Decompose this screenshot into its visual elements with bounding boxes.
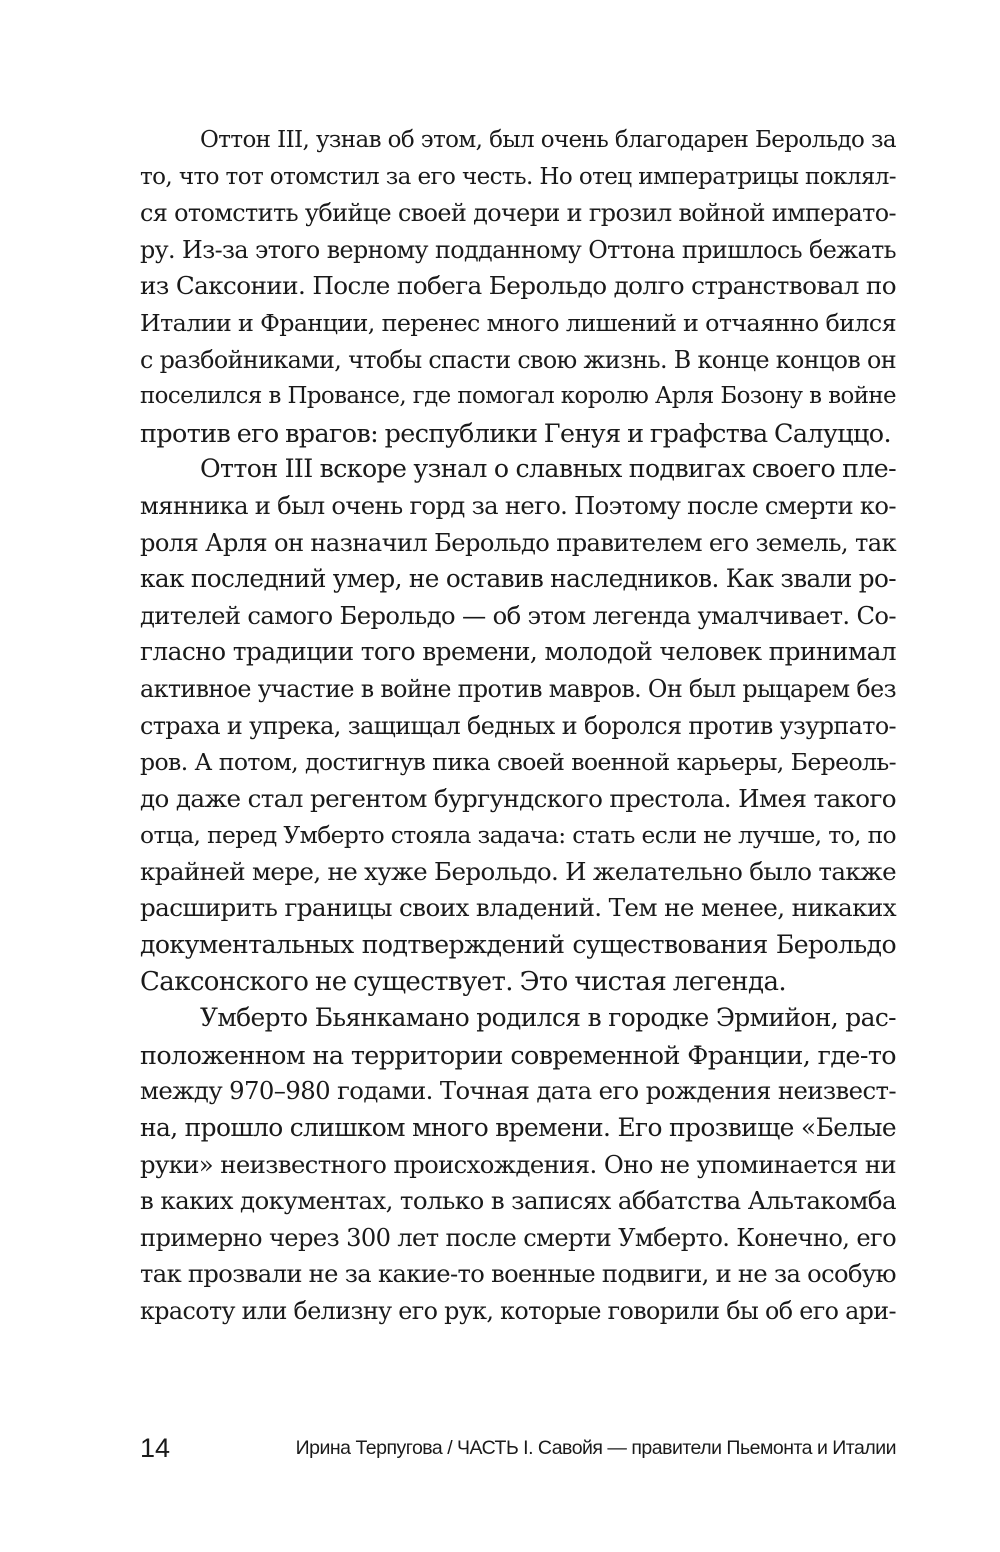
text-line: крайней мере, не хуже Берольдо. И желательно было также [140,856,896,886]
text-line: мянника и был очень горд за него. Поэтому после смерти ко- [140,491,896,520]
text-line: так прозвали не за какие-то военные подвиги, и не за особую [140,1260,896,1289]
running-head: Ирина Терпугова / ЧАСТЬ I. Савойя — правители Пьемонта и Италии [295,1437,896,1459]
text-line: руки» неизвестного происхождения. Оно не упоминается ни [140,1149,896,1179]
text-line: Умберто Бьянкамано родился в городке Эрмийон, рас- [200,1003,896,1033]
text-line: дителей самого Берольдо — об этом легенда умалчивает. Со- [140,601,896,630]
text-line: ся отомстить убийце своей дочери и грозил войной императо- [140,199,896,228]
text-line: расширить границы своих владений. Тем не менее, никаких [140,893,896,923]
text-line: Оттон III вскоре узнал о славных подвигах своего пле- [200,454,896,484]
text-line: красоту или белизну его рук, которые говорили бы об его ари- [140,1297,896,1325]
text-line: Оттон III, узнав об этом, был очень благодарен Берольдо за [200,127,896,153]
text-line: примерно через 300 лет после смерти Умберто. Конечно, его [140,1223,896,1252]
text-line: ру. Из-за этого верному подданному Оттона пришлось бежать [140,235,896,264]
page-body [140,122,896,1330]
text-line: из Саксонии. После побега Берольдо долго странствовал по [140,271,896,301]
text-line: в каких документах, только в записях аббатства Альтакомба [140,1186,896,1216]
paragraph [140,122,896,451]
text-line: то, что тот отомстил за его честь. Но отец императрицы поклял- [140,163,896,190]
text-line: положенном на территории современной Франции, где-то [140,1039,896,1070]
text-line: как последний умер, не оставив наследников. Как звали ро- [140,564,896,594]
paragraph [140,451,896,1000]
text-line: с разбойниками, чтобы спасти свою жизнь. В конце концов он [140,345,896,374]
paragraph [140,1000,896,1329]
text-line: гласно традиции того времени, молодой человек принимал [140,637,896,667]
text-line: страха и упрека, защищал бедных и боролся против узурпато- [140,711,896,740]
text-line: активное участие в войне против мавров. Он был рыцарем без [140,674,896,703]
text-line: на, прошло слишком много времени. Его прозвище «Белые [140,1113,896,1143]
text-line: поселился в Провансе, где помогал королю Арля Бозону в войне [140,383,896,410]
text-line: против его врагов: республики Генуя и графства Салуццо. [140,417,891,448]
page-number: 14 [140,1433,171,1463]
text-line: Италии и Франции, перенес много лишений и отчаянно бился [140,308,896,337]
text-line: между 970–980 годами. Точная дата его рождения неизвест- [140,1076,896,1106]
text-line: отца, перед Умберто стояла задача: стать если не лучше, то, по [140,821,896,850]
text-line: документальных подтверждений существования Берольдо [140,930,896,960]
text-line: ров. А потом, достигнув пика своей военной карьеры, Береоль- [140,748,896,777]
text-line: до даже стал регентом бургундского престола. Имея такого [140,783,896,813]
text-line: Саксонского не существует. Это чистая легенда. [140,966,787,997]
page-footer [140,1428,896,1468]
text-line: роля Арля он назначил Берольдо правителем его земель, так [140,528,896,557]
